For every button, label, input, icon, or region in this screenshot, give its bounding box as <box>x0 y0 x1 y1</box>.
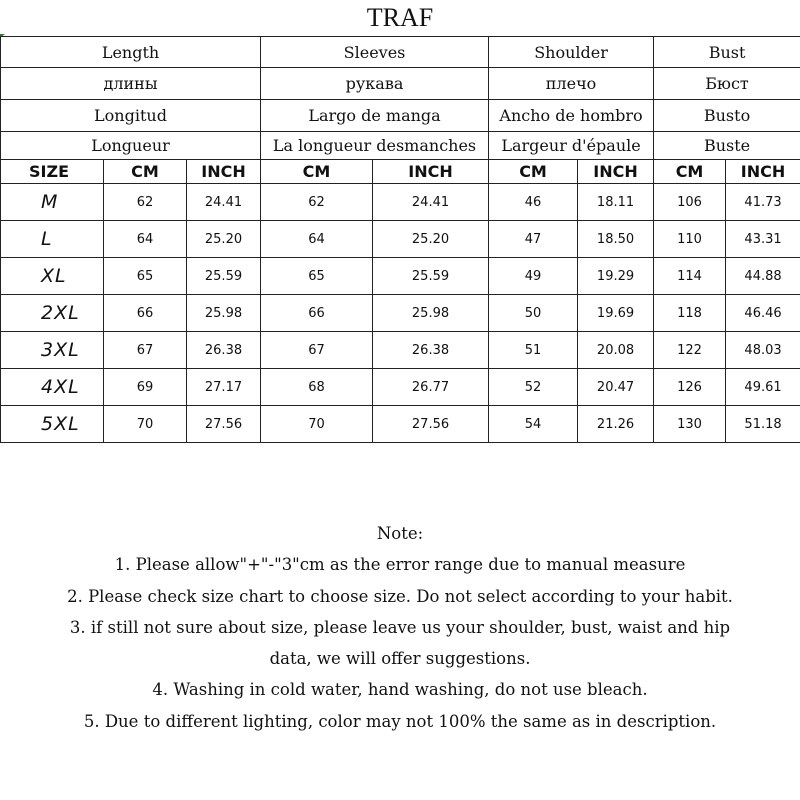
table-cell: 27.17 <box>187 369 261 406</box>
note-line: 2. Please check size chart to choose size. Do not select according to your habit. <box>67 586 733 606</box>
table-cell: 19.29 <box>578 258 654 295</box>
header-shoulder-fr: Largeur d'épaule <box>489 132 654 160</box>
table-cell: 118 <box>654 295 726 332</box>
table-cell: 54 <box>489 406 578 443</box>
table-cell: 65 <box>104 258 187 295</box>
table-cell: 66 <box>261 295 373 332</box>
size-label: 4XL <box>1 369 104 406</box>
table-cell: 25.59 <box>373 258 489 295</box>
note-line: 5. Due to different lighting, color may not 100% the same as in description. <box>83 711 717 731</box>
header-shoulder-es: Ancho de hombro <box>489 100 654 132</box>
header-sleeves-es: Largo de manga <box>261 100 489 132</box>
table-row <box>1 184 800 221</box>
table-cell: 49 <box>489 258 578 295</box>
unit-sleeves-inch: INCH <box>373 160 489 184</box>
table-cell: 49.61 <box>726 369 800 406</box>
table-cell: 51 <box>489 332 578 369</box>
table-cell: 25.20 <box>187 221 261 258</box>
header-bust: Bust <box>654 37 800 68</box>
table-cell: 26.77 <box>373 369 489 406</box>
table-cell: 64 <box>104 221 187 258</box>
table-cell: 20.47 <box>578 369 654 406</box>
header-sleeves-fr: La longueur desmanches <box>261 132 489 160</box>
header-shoulder-ru: плечо <box>489 68 654 100</box>
header-bust-es: Busto <box>654 100 800 132</box>
header-bust-fr: Buste <box>654 132 800 160</box>
chart-title: TRAF <box>366 3 434 32</box>
header-row-french <box>1 132 800 160</box>
header-row-russian <box>1 68 800 100</box>
table-cell: 25.20 <box>373 221 489 258</box>
header-length-fr: Longueur <box>1 132 261 160</box>
table-cell: 41.73 <box>726 184 800 221</box>
size-label: L <box>1 221 104 258</box>
size-label: M <box>1 184 104 221</box>
table-cell: 24.41 <box>373 184 489 221</box>
unit-length-cm: CM <box>104 160 187 184</box>
header-length: Length <box>1 37 261 68</box>
table-cell: 69 <box>104 369 187 406</box>
table-cell: 26.38 <box>373 332 489 369</box>
table-cell: 64 <box>261 221 373 258</box>
table-cell: 18.11 <box>578 184 654 221</box>
table-cell: 130 <box>654 406 726 443</box>
table-cell: 44.88 <box>726 258 800 295</box>
unit-bust-inch: INCH <box>726 160 800 184</box>
note-line: 1. Please allow"+"-"3"cm as the error range due to manual measure <box>114 555 686 575</box>
table-cell: 126 <box>654 369 726 406</box>
table-cell: 62 <box>261 184 373 221</box>
table-cell: 50 <box>489 295 578 332</box>
table-cell: 24.41 <box>187 184 261 221</box>
table-cell: 68 <box>261 369 373 406</box>
table-cell: 52 <box>489 369 578 406</box>
unit-length-inch: INCH <box>187 160 261 184</box>
table-row <box>1 295 800 332</box>
header-length-ru: длины <box>1 68 261 100</box>
table-cell: 26.38 <box>187 332 261 369</box>
table-cell: 27.56 <box>373 406 489 443</box>
unit-row <box>1 160 800 184</box>
table-cell: 62 <box>104 184 187 221</box>
table-cell: 67 <box>104 332 187 369</box>
size-label: XL <box>1 258 104 295</box>
table-cell: 21.26 <box>578 406 654 443</box>
unit-sleeves-cm: CM <box>261 160 373 184</box>
table-cell: 25.59 <box>187 258 261 295</box>
header-sleeves-ru: рукава <box>261 68 489 100</box>
notes-heading: Note: <box>376 524 424 543</box>
header-row-english <box>1 37 800 68</box>
table-cell: 19.69 <box>578 295 654 332</box>
note-line: 3. if still not sure about size, please leave us your shoulder, bust, waist and hip <box>69 617 731 637</box>
table-cell: 67 <box>261 332 373 369</box>
table-cell: 51.18 <box>726 406 800 443</box>
table-row <box>1 221 800 258</box>
header-shoulder: Shoulder <box>489 37 654 68</box>
header-bust-ru: Бюст <box>654 68 800 100</box>
unit-shoulder-cm: CM <box>489 160 578 184</box>
table-row <box>1 258 800 295</box>
table-cell: 70 <box>261 406 373 443</box>
size-label: 5XL <box>1 406 104 443</box>
note-line: data, we will offer suggestions. <box>269 649 531 669</box>
size-label: 3XL <box>1 332 104 369</box>
table-row <box>1 369 800 406</box>
size-chart-table <box>0 36 800 443</box>
table-cell: 43.31 <box>726 221 800 258</box>
table-cell: 106 <box>654 184 726 221</box>
header-row-spanish <box>1 100 800 132</box>
table-cell: 27.56 <box>187 406 261 443</box>
table-cell: 66 <box>104 295 187 332</box>
table-cell: 70 <box>104 406 187 443</box>
header-length-es: Longitud <box>1 100 261 132</box>
table-row <box>1 332 800 369</box>
table-cell: 46 <box>489 184 578 221</box>
size-label: 2XL <box>1 295 104 332</box>
table-cell: 25.98 <box>373 295 489 332</box>
table-row <box>1 406 800 443</box>
table-cell: 20.08 <box>578 332 654 369</box>
table-cell: 25.98 <box>187 295 261 332</box>
table-cell: 48.03 <box>726 332 800 369</box>
unit-size: SIZE <box>1 160 104 184</box>
table-cell: 47 <box>489 221 578 258</box>
table-cell: 46.46 <box>726 295 800 332</box>
unit-shoulder-inch: INCH <box>578 160 654 184</box>
table-cell: 18.50 <box>578 221 654 258</box>
header-sleeves: Sleeves <box>261 37 489 68</box>
table-cell: 122 <box>654 332 726 369</box>
table-cell: 110 <box>654 221 726 258</box>
table-cell: 65 <box>261 258 373 295</box>
table-cell: 114 <box>654 258 726 295</box>
notes-section <box>0 518 800 737</box>
unit-bust-cm: CM <box>654 160 726 184</box>
note-line: 4. Washing in cold water, hand washing, do not use bleach. <box>152 680 648 700</box>
